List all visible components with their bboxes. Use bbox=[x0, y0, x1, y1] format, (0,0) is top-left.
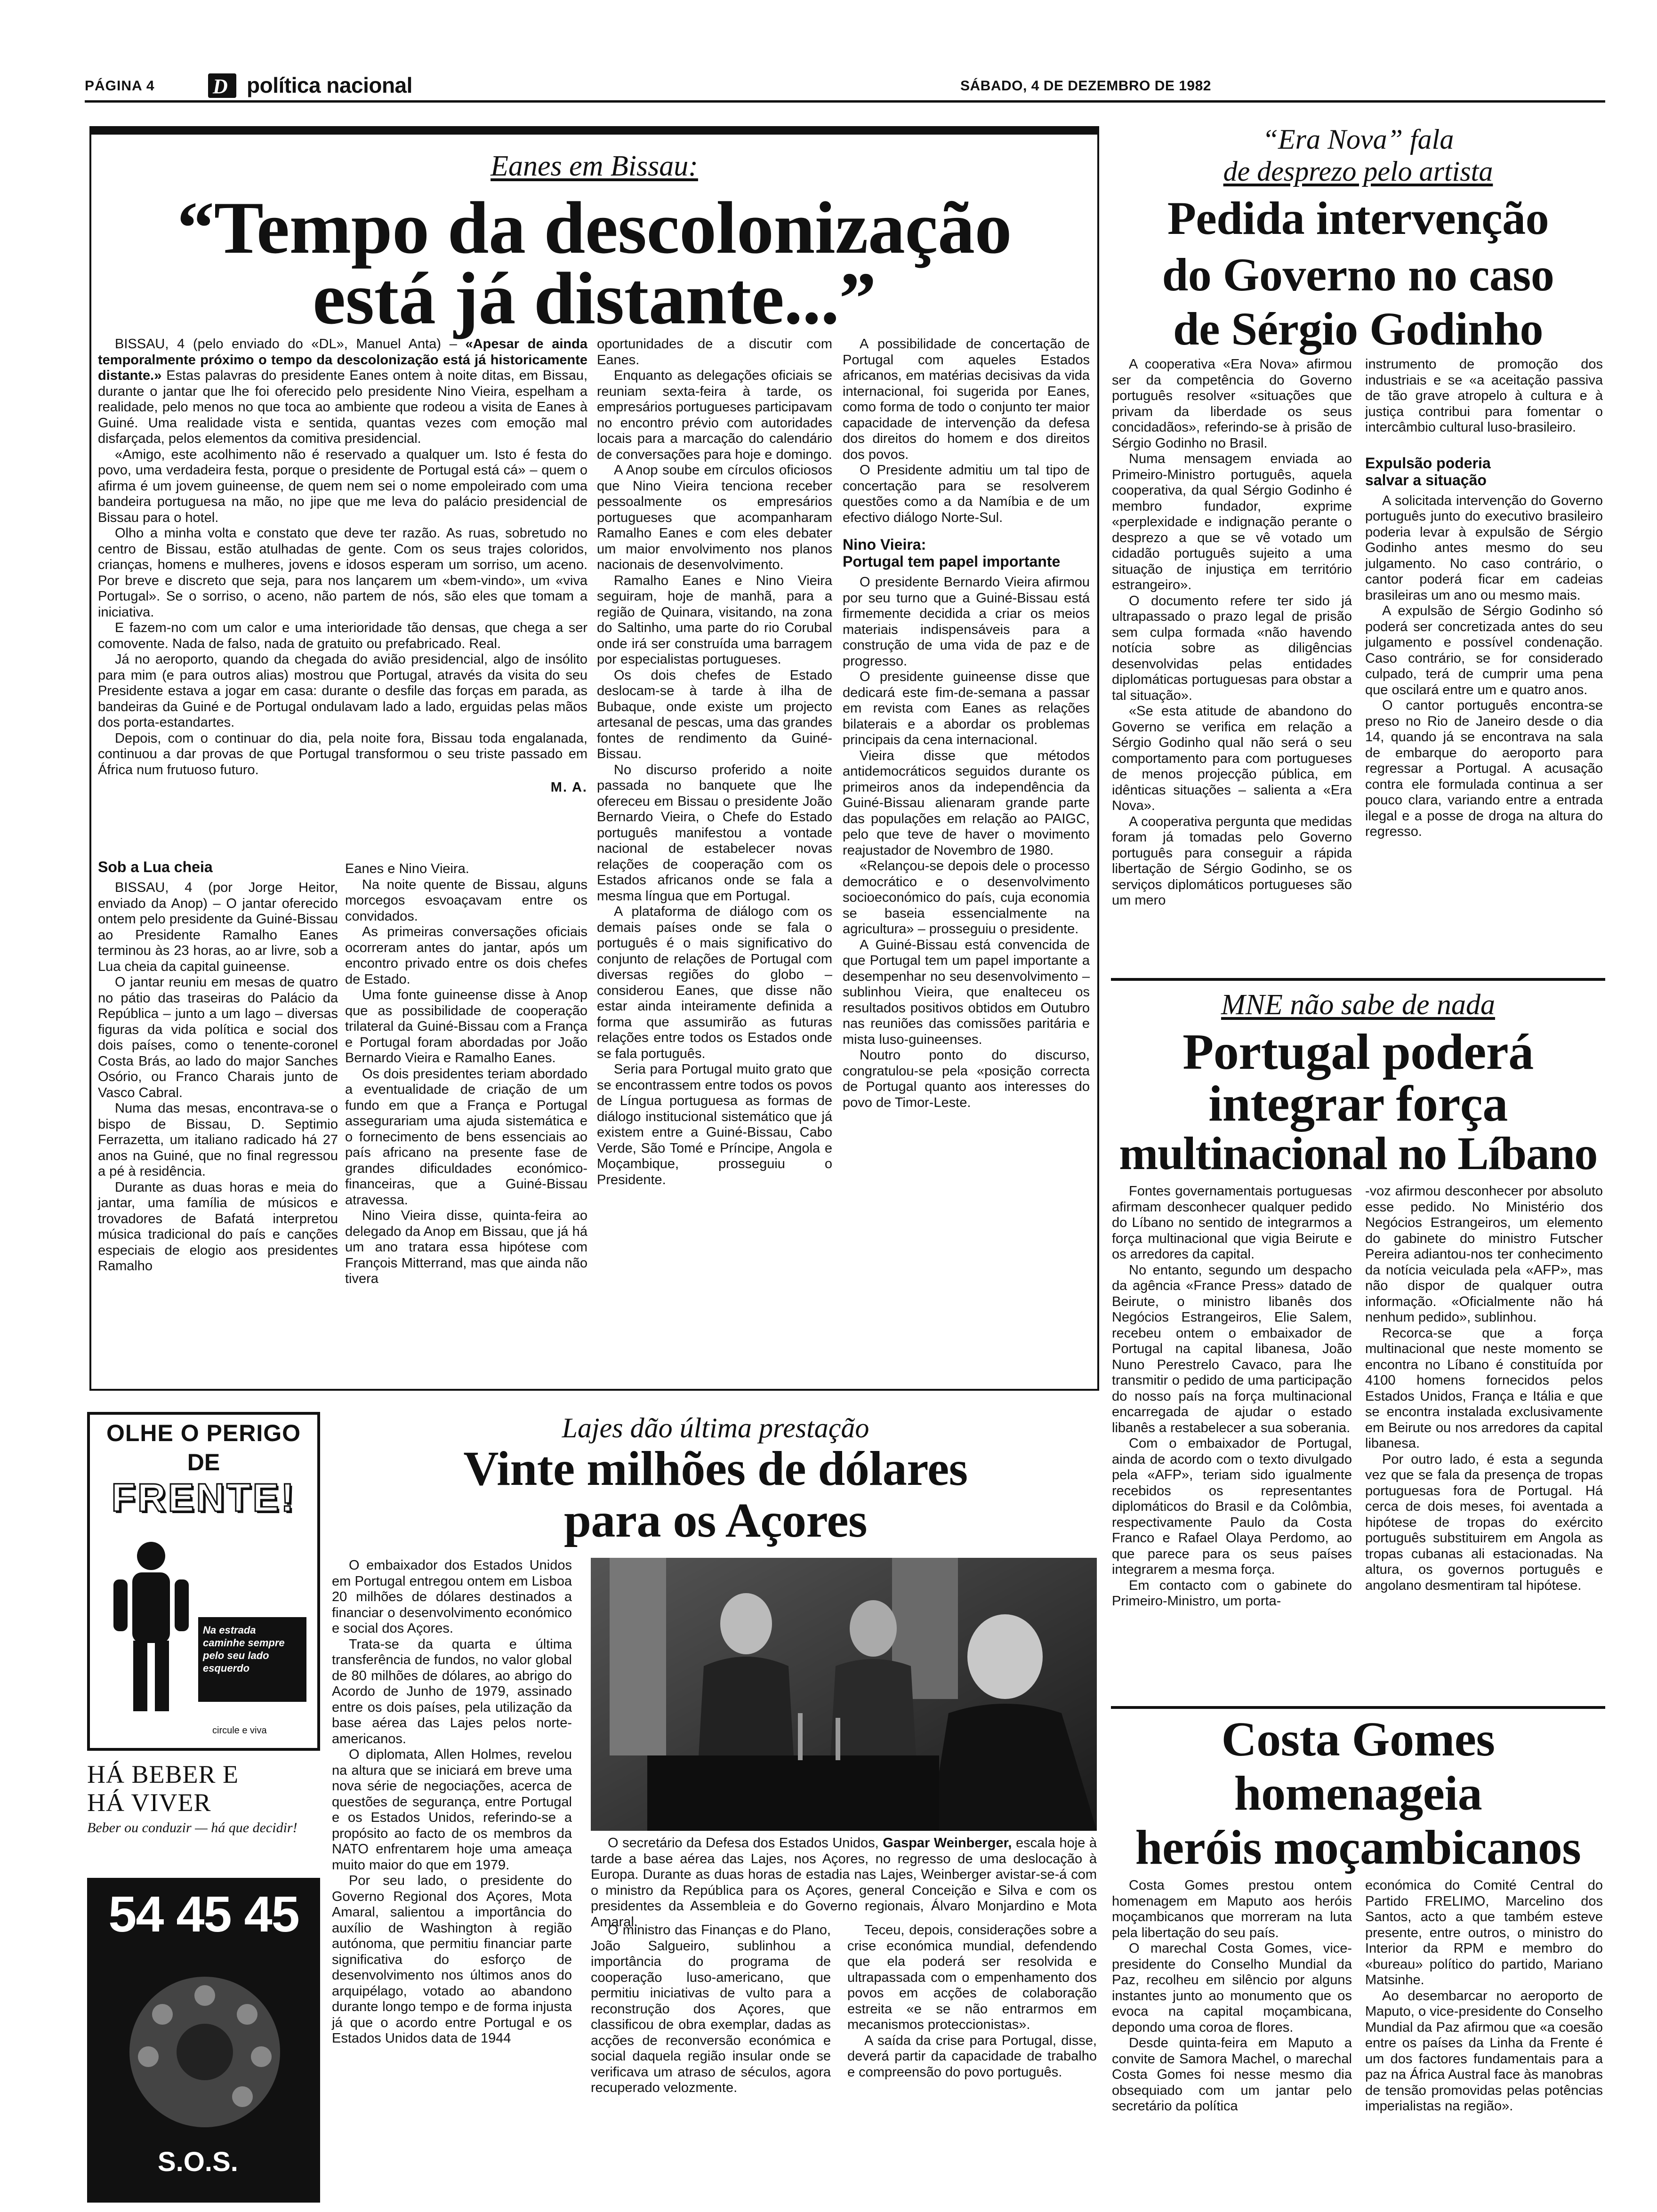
drink-ad-line-1: HÁ BEBER E bbox=[87, 1760, 239, 1788]
lajes-column-1 bbox=[332, 1558, 572, 2207]
photo-caption-text: O secretário da Defesa dos Estados Unidos, Gaspar Weinberger, escala hoje à tarde a base aérea das Lajes, nos Açores, no regresso de uma deslocação à Europa. Durante as duas horas de estadia nas Lajes, Weinberger avistar-se-á com o ministro da República para os Açores, general Conceição e Silva e com os presidentes da Assembleia e do Governo regionais, Álvaro Monjardino e Mota Amaral. bbox=[591, 1835, 1097, 1930]
eanes-column-3 bbox=[843, 337, 1090, 1384]
godinho-paragraph: «Se esta atitude de abandono do Governo se verifica em relação a Sérgio Godinho qual não será o seu comportamento para com portugueses de menos projecção pública, em idênticas situações – salienta a «Era Nova». bbox=[1112, 704, 1352, 813]
eanes-paragraph: Os dois chefes de Estado deslocam-se à tarde à ilha de Bubaque, onde existe um projecto artesanal de pescas, uma das grandes fontes de rendimento da Guiné-Bissau. bbox=[597, 667, 832, 761]
godinho-kicker-1: “Era Nova” fala bbox=[1262, 124, 1454, 155]
sos-ad bbox=[87, 1878, 320, 2203]
lua-paragraph: Uma fonte guineense disse à Anop que as possibilidade de cooperação trilateral da Guiné-Bissau com a França e Portugal foram abordadas por João Bernardo Vieira e Ramalho Eanes. bbox=[345, 987, 587, 1066]
godinho-paragraph: A cooperativa «Era Nova» afirmou ser da competência do Governo português resolver «situações que privam da liberdade os seus concidadãos», referindo-se à prisão de Sérgio Godinho no Brasil. bbox=[1112, 357, 1352, 451]
press-conference-image bbox=[591, 1558, 1097, 1831]
eanes-paragraph: Enquanto as delegações oficiais se reuniam sexta-feira à tarde, os empresários portugueses participavam no encontro prévio com autoridades locais para a marcação do calendário de conversações para hoje e domingo. bbox=[597, 368, 832, 462]
libano-paragraph: Fontes governamentais portuguesas afirmam desconhecer qualquer pedido do Líbano no sentido de integrarmos a força multinacional que vigia Beirute e os arredores da capital. bbox=[1112, 1184, 1352, 1262]
eanes-paragraph: O presidente guineense disse que dedicará este fim-de-semana a passar em revista com Eanes as relações bilaterais e a abordar os problemas principais da cena internacional. bbox=[843, 669, 1090, 747]
libano-headline-2: integrar força bbox=[1208, 1076, 1508, 1132]
costa-headline-2: homenageia bbox=[1234, 1766, 1482, 1820]
libano-paragraph: -voz afirmou desconhecer por absoluto esse pedido. No Ministério dos Negócios Estrangeiros, um elemento do gabinete do ministro Futscher Pereira adiantou-nos ter conhecimento da notícia veiculada pela «AFP», mas não dispor de qualquer outra informação. «Oficialmente não há nenhum pedido», sublinhou. bbox=[1365, 1184, 1603, 1325]
eanes-paragraph: Já no aeroporto, quando da chegada do avião presidencial, algo de insólito para mim (e para outros alias) mostrou que Portugal, através da visita do seu Presidente estava a jogar em casa: durante o desfile das forças em parada, as bandeiras da Guiné e de Portugal ondulavam lado a lado, erguidas pelas mãos dos porta-estandartes. bbox=[98, 652, 587, 730]
masthead-rule bbox=[85, 100, 1605, 103]
lajes-paragraph: Trata-se da quarta e última transferência de fundos, no valor global de 80 milhões de dólares, ao abrigo do Acordo de Junho de 1979, assinado entre os dois países, pela utilização da base aérea das Lajes pelos norte-americanos. bbox=[332, 1636, 572, 1747]
drinking-ad bbox=[87, 1760, 320, 1873]
eanes-paragraph: Depois, com o continuar do dia, pela noite fora, Bissau toda engalanada, continuou a dar provas de que Portugal transformou o seu triste passado em África num frutuoso futuro. bbox=[98, 730, 587, 777]
costa-column-2 bbox=[1365, 1878, 1603, 2207]
eanes-subheading: Nino Vieira: Portugal tem papel importante bbox=[843, 536, 1061, 570]
godinho-subheading: Expulsão poderia salvar a situação bbox=[1365, 454, 1491, 489]
lajes-paragraph: Por seu lado, o presidente do Governo Regional dos Açores, Mota Amaral, salientou a importância do auxílio de Washington à região autónoma, que permitiu financiar parte significativa do esforço de desenvolvimento nos últimos anos do arquipélago, votado ao abandono durante longo tempo e de forma injusta já que o acordo entre Portugal e os Estados Unidos data de 1944 bbox=[332, 1873, 572, 2046]
eanes-paragraph: A possibilidade de concertação de Portugal com aqueles Estados africanos, em matérias decisivas da vida internacional, foi sugerida por Eanes, como forma de todo o conjunto ter maior capacidade de intervenção da defesa dos direitos do homem e dos direitos dos povos. bbox=[843, 337, 1090, 462]
lajes-paragraph: O embaixador dos Estados Unidos em Portugal entregou ontem em Lisboa 20 milhões de dólares destinados a financiar o desenvolvimento económico e social dos Açores. bbox=[332, 1558, 572, 1636]
godinho-headline-2: do Governo no caso bbox=[1162, 248, 1554, 301]
ad-footer: circule e viva bbox=[212, 1725, 267, 1736]
eanes-paragraph: O Presidente admitiu um tal tipo de concertação para se resolverem questões como a da Namíbia e de um efectivo diálogo Norte-Sul. bbox=[843, 463, 1090, 525]
lua-paragraph: O jantar reuniu em mesas de quatro no pátio das traseiras do Palácio da República – junto a um lago – diversas figuras da vida política e social dos dois países, como o tenente-coronel Costa Brás, ao lado do major Sanches Osório, ou Franco Charais junto de Vasco Cabral. bbox=[98, 975, 338, 1100]
libano-bottom-rule bbox=[1111, 1706, 1605, 1709]
eanes-paragraph: Noutro ponto do discurso, congratulou-se pela «posição correcta de Portugal quanto aos interesses do povo de Timor-Leste. bbox=[843, 1048, 1090, 1110]
godinho-paragraph: O documento refere ter sido já ultrapassado o prazo legal de prisão sem culpa formada «não havendo notícia sobre as diligências desenvolvidas pelas entidades diplomáticas portuguesas para obstar a tal situação». bbox=[1112, 593, 1352, 703]
libano-paragraph: Com o embaixador de Portugal, ainda de acordo com o texto divulgado pela «AFP», teriam sido igualmente recebidos os representantes diplomáticos do Brasil e da Colômbia, respectivamente Paulo da Costa Franco e Rafael Olaya Perdomo, ao que parece para os seus países integrarem a mesma força. bbox=[1112, 1436, 1352, 1577]
lua-paragraph: Durante as duas horas e meia do jantar, uma família de músicos e trovadores de Bafatá interpretou música tradicional do país e canções especiais de elogio aos presidentes Ramalho bbox=[98, 1179, 338, 1274]
costa-paragraph: Costa Gomes prestou ontem homenagem em Maputo aos heróis moçambicanos que morreram na luta pela libertação do seu país. bbox=[1112, 1878, 1352, 1940]
eanes-paragraph: A Guiné-Bissau está convencida de que Portugal tem um papel importante a desempenhar no seu desenvolvimento – sublinhou Vieira, que enalteceu os resultados positivos obtidos em Outubro nas reuniões das comissões paritária e mista luso-guineenses. bbox=[843, 937, 1090, 1047]
lajes-column-2 bbox=[591, 1923, 831, 2207]
eanes-paragraph: Vieira disse que métodos antidemocráticos seguidos durante os primeiros anos da independência da Guiné-Bissau alienaram grande parte das populações em relação ao PAIGC, pelo que teve de haver o movimento reajustador de Novembro de 1980. bbox=[843, 748, 1090, 858]
lajes-paragraph: Teceu, depois, considerações sobre a crise económica mundial, defendendo que ela poderá ser resolvida e ultrapassada com o empenhamento dos povos em acções de colaboração estreita «e se não entrarmos em mecanismos proteccionistas». bbox=[847, 1923, 1097, 2032]
eanes-lead-paragraph: BISSAU, 4 (pelo enviado do «DL», Manuel Anta) – «Apesar de ainda temporalmente próximo o tempo da descolonização está já historicamente distante.» Estas palavras do presidente Eanes ontem à noite ditas, em Bissau, durante o jantar que lhe foi oferecido pelo presidente Nino Vieira, espelham a realidade, pelo menos no que toca ao ambiente que rodeou a visita de Eanes à Guiné. Uma realidade vista e sentida, quantas vezes com emoção mal disfarçada, pelos elementos da comitiva presidencial. bbox=[98, 337, 587, 446]
godinho-column-2 bbox=[1365, 357, 1603, 971]
ad-line-3: FRENTE! bbox=[111, 1475, 296, 1520]
ad-note-line: Na estrada bbox=[203, 1624, 256, 1636]
drink-ad-line-2: HÁ VIVER bbox=[87, 1788, 211, 1817]
costa-paragraph: O marechal Costa Gomes, vice-presidente do Conselho Mundial da Paz, recolheu em silêncio por alguns instantes junto ao monumento que os evoca na capital moçambicana, depondo uma coroa de flores. bbox=[1112, 1941, 1352, 2035]
sos-number: 54 45 45 bbox=[108, 1885, 299, 1942]
eanes-headline-1: “Tempo da descolonização bbox=[177, 187, 1012, 269]
godinho-paragraph: A solicitada intervenção do Governo português junto do executivo brasileiro poderia levar à expulsão de Sérgio Godinho antes mesmo do seu julgamento. No caso contrário, o cantor poderá ficar em cadeias brasileiras um ano ou mesmo mais. bbox=[1365, 493, 1603, 603]
godinho-paragraph: Numa mensagem enviada ao Primeiro-Ministro português, aquela cooperativa, da qual Sérgio Godinho é membro fundador, exprime «perplexidade e indignação perante o desprezo a que se vê votado um cidadão português sujeito a uma situação de injustiça em território estrangeiro». bbox=[1112, 451, 1352, 593]
lajes-kicker: Lajes dão última prestação bbox=[562, 1412, 869, 1443]
godinho-bottom-rule bbox=[1111, 978, 1605, 981]
godinho-paragraph: O cantor português encontra-se preso no Rio de Janeiro desde o dia 14, quando já se encontrava na sala de embarque do aeroporto para regressar a Portugal. A acusação contra ele formulada continua a ser pouco clara, variando entre a entrada ilegal e a posse de droga na altura do regresso. bbox=[1365, 698, 1603, 839]
ad-line-1: OLHE O PERIGO bbox=[106, 1420, 301, 1446]
eanes-paragraph: oportunidades de a discutir com Eanes. bbox=[597, 337, 832, 368]
eanes-paragraph: Olho a minha volta e constato que deve ter razão. As ruas, sobretudo no centro de Bissau, estão atulhadas de gente. Com os seus trajes coloridos, crianças, homens e mulheres, jovens e idosos esperam um sorriso, um aceno. Por breve e discreto que seja, para nos lançarem um «bem-vindo», um «viva Portugal». Se o sorriso, o aceno, não partem de nós, são eles que tomam a iniciativa. bbox=[98, 526, 587, 620]
eanes-paragraph: E fazem-no com um calor e uma interioridade tão densas, que chega a ser comovente. Nada de falso, nada de gratuito ou prefabricado. Real. bbox=[98, 620, 587, 651]
eanes-paragraph: «Amigo, este acolhimento não é reservado a qualquer um. Isto é festa do povo, uma verdadeira festa, porque o presidente de Portugal está cá» – quem o afirma é um jovem guineense, de quem nem sei o nome empoleirado com uma bandeira portuguesa na mão, no jipe que me leva do palácio presidencial de Bissau para o hotel. bbox=[98, 447, 587, 525]
lajes-headline-2: para os Açores bbox=[564, 1493, 867, 1547]
telephone-icon bbox=[115, 1963, 294, 2141]
libano-column-1 bbox=[1112, 1184, 1352, 1718]
costa-paragraph: económica do Comité Central do Partido FRELIMO, Marcelino dos Santos, acto a que também esteve presente, entre outros, o ministro do Interior da RPM e membro do «bureau» político do partido, Mariano Matsinhe. bbox=[1365, 1878, 1603, 1988]
libano-kicker: MNE não sabe de nada bbox=[1221, 989, 1496, 1021]
eanes-paragraph: No discurso proferido a noite passada no banquete que lhe ofereceu em Bissau o presidente João Bernardo Vieira, o Chefe do Estado português manifestou a vontade nacional de estabelecer novas relações de cooperação com os Estados africanos onde se fala a mesma língua que em Portugal. bbox=[597, 762, 832, 904]
godinho-column-1 bbox=[1112, 357, 1352, 971]
costa-paragraph: Desde quinta-feira em Maputo a convite de Samora Machel, o marechal Costa Gomes foi nesse mesmo dia obsequiado com um jantar pelo secretário da política bbox=[1112, 2036, 1352, 2114]
pedestrian-icon bbox=[104, 1537, 198, 1725]
photo-caption bbox=[591, 1835, 1097, 1930]
eanes-paragraph: Ramalho Eanes e Nino Vieira seguiram, hoje de manhã, para a região de Quinara, visitando, na zona do Saltinho, uma parte do rio Corubal onde irá ser construída uma barragem por especialistas portugueses. bbox=[597, 573, 832, 667]
sos-label: S.O.S. bbox=[158, 2147, 238, 2177]
libano-headline-1: Portugal poderá bbox=[1182, 1024, 1534, 1080]
section-title: política nacional bbox=[247, 73, 412, 97]
godinho-paragraph: A cooperativa pergunta que medidas foram já tomadas pelo Governo português para conseguir a rápida libertação de Sérgio Godinho, se os serviços diplomáticos portugueses são um mero bbox=[1112, 814, 1352, 908]
page-number: PÁGINA 4 bbox=[85, 78, 155, 94]
eanes-lead-column bbox=[98, 337, 587, 835]
costa-column-1 bbox=[1112, 1878, 1352, 2207]
eanes-signature: M. A. bbox=[550, 780, 587, 795]
godinho-kicker-2: de desprezo pelo artista bbox=[1223, 156, 1493, 187]
costa-paragraph: Ao desembarcar no aeroporto de Maputo, o vice-presidente do Conselho Mundial da Paz afirmou que «a coesão entre os países da Linha da Frente é um dos factores fundamentais para a paz na África Austral face às manobras de tensão promovidas pelas potências imperialistas na região». bbox=[1365, 1988, 1603, 2114]
godinho-paragraph: A expulsão de Sérgio Godinho só poderá ser concretizada antes do seu julgamento e possível condenação. Caso contrário, se for considerado culpado, terá de cumprir uma pena que oscilará entre um e quatro anos. bbox=[1365, 603, 1603, 697]
libano-paragraph: Recorca-se que a força multinacional que neste momento se encontra no Líbano é constituída por 4100 homens fornecidos pelos Estados Unidos, França e Itália e que se encontra instalada exclusivamente em Beirute ou nos arredores da capital libanesa. bbox=[1365, 1325, 1603, 1451]
ad-note-line: caminhe sempre bbox=[203, 1637, 285, 1649]
eanes-paragraph: Seria para Portugal muito grato que se encontrassem entre todos os povos de Língua portuguesa as formas de diálogo institucional sistemático que já existem entre a Guiné-Bissau, Cabo Verde, São Tomé e Príncipe, Angola e Moçambique, prosseguiu o Presidente. bbox=[597, 1062, 832, 1187]
issue-date: SÁBADO, 4 DE DEZEMBRO DE 1982 bbox=[960, 78, 1211, 94]
godinho-headline-3: de Sérgio Godinho bbox=[1173, 303, 1544, 355]
lua-paragraph: Numa das mesas, encontrava-se o bispo de Bissau, D. Septimio Ferrazetta, um italiano radicado há 27 anos na Guiné, que no final regressou a pé à residência. bbox=[98, 1101, 338, 1179]
lajes-paragraph: O diplomata, Allen Holmes, revelou na altura que se iniciará em breve uma nova série de negociações, acerca de questões de segurança, entre Portugal e os Estados Unidos, referindo-se a propósito ao facto de os membros da NATO enfrentarem hoje uma ameaça muito maior do que em 1979. bbox=[332, 1747, 572, 1873]
ad-note-box bbox=[198, 1617, 306, 1702]
godinho-headline-1: Pedida intervenção bbox=[1167, 192, 1549, 244]
godinho-paragraph: instrumento de promoção dos industriais e se «a aceitação passiva de tão grave atropelo à cultura e à justiça contribui para fomentar o intercâmbio cultural luso-brasileiro. bbox=[1365, 357, 1603, 435]
lua-paragraph: As primeiras conversações oficiais ocorreram antes do jantar, após um encontro privado entre os dois chefes de Estado. bbox=[345, 924, 587, 987]
lua-paragraph: Nino Vieira disse, quinta-feira ao delegado da Anop em Bissau, que já há um ano tratara essa hipótese com François Mitterrand, mas que ainda não tivera bbox=[345, 1208, 587, 1286]
eanes-kicker: Eanes em Bissau: bbox=[491, 150, 698, 182]
lua-paragraph: Eanes e Nino Vieira. bbox=[345, 861, 469, 876]
costa-headline-1: Costa Gomes bbox=[1221, 1712, 1495, 1766]
ad-note-line: esquerdo bbox=[203, 1662, 250, 1674]
lua-column-1 bbox=[98, 857, 338, 1384]
road-safety-ad bbox=[87, 1412, 320, 1751]
ad-line-2: DE bbox=[187, 1449, 220, 1475]
lua-paragraph: Na noite quente de Bissau, alguns morcegos esvoaçavam entre os convidados. bbox=[345, 877, 587, 924]
lajes-headline-1: Vinte milhões de dólares bbox=[463, 1442, 968, 1496]
lua-paragraph: BISSAU, 4 (por Jorge Heitor, enviado da Anop) – O jantar oferecido ontem pelo presidente da Guiné-Bissau ao Presidente Ramalho Eanes terminou às 23 horas, ao ar livre, sob a Lua cheia da capital guineense. bbox=[98, 880, 338, 974]
lua-subheading: Sob a Lua cheia bbox=[98, 858, 213, 875]
eanes-paragraph: O presidente Bernardo Vieira afirmou por seu turno que a Guiné-Bissau está firmemente decidida a criar os meios materiais indispensáveis para a construção de uma vida de paz e de progresso. bbox=[843, 575, 1090, 669]
eanes-column-2 bbox=[597, 337, 832, 1384]
lua-column-2 bbox=[345, 861, 587, 1384]
lajes-paragraph: A saída da crise para Portugal, disse, deverá partir da capacidade de trabalho e compreensão do povo português. bbox=[847, 2033, 1097, 2080]
lajes-paragraph: O ministro das Finanças e do Plano, João Salgueiro, sublinhou a importância do programa de cooperação luso-americano, que permitiu iniciativas de vulto para a reconstrução dos Açores, que classificou de obra exemplar, dadas as acções de reconversão económica e social daquela região insular onde se verificava um atraso de séculos, agora recuperado velozmente. bbox=[591, 1923, 831, 2095]
weinberger-photo bbox=[591, 1558, 1097, 1831]
libano-column-2 bbox=[1365, 1184, 1603, 1718]
eanes-headline-2: está já distante...” bbox=[313, 257, 876, 340]
costa-headline-3: heróis moçambicanos bbox=[1135, 1820, 1581, 1875]
newspaper-logo-icon: D bbox=[208, 73, 236, 98]
libano-headline-3: multinacional no Líbano bbox=[1119, 1127, 1597, 1179]
eanes-paragraph: «Relançou-se depois dele o processo democrático e o desenvolvimento socioeconómico do país, cuja economia se baseia essencialmente na agricultura» – prosseguiu o presidente. bbox=[843, 858, 1090, 937]
eanes-paragraph: A plataforma de diálogo com os demais países onde se fala o português é o mais significativo do conjunto de relações de Portugal com diversas regiões do globo – considerou Eanes, que disse não estar ainda inteiramente definida a forma que assumirão as futuras relações entre todos os Estados onde se fala português. bbox=[597, 904, 832, 1061]
lua-paragraph: Os dois presidentes teriam abordado a eventualidade de criação de um fundo em que a França e Portugal assegurariam uma ajuda sistemática e o fornecimento de bens essenciais ao país africano na presente fase de grandes dificuldades económico-financeiras, que a Guiné-Bissau atravessa. bbox=[345, 1066, 587, 1208]
eanes-paragraph: A Anop soube em círculos oficiosos que Nino Vieira tenciona receber pessoalmente os empresários portugueses que acompanharam Ramalho Eanes e com eles debater um maior envolvimento nos planos nacionais de desenvolvimento. bbox=[597, 463, 832, 572]
lajes-column-3 bbox=[847, 1923, 1097, 2207]
masthead bbox=[85, 71, 1605, 100]
libano-paragraph: No entanto, segundo um despacho da agência «France Press» datado de Beirute, o ministro libanês dos Negócios Estrangeiros, Elie Salem, recebeu ontem o embaixador de Portugal na capital libanesa, João Nuno Perestrelo Cavaco, para lhe transmitir o pedido de uma participação do nosso país na força multinacional encarregada de ajudar o estado libanês a restabelecer a sua soberania. bbox=[1112, 1262, 1352, 1435]
ad-note-line: pelo seu lado bbox=[203, 1650, 269, 1661]
drink-ad-small: Beber ou conduzir — há que decidir! bbox=[87, 1820, 298, 1835]
libano-paragraph: Em contacto com o gabinete do Primeiro-Ministro, um porta- bbox=[1112, 1578, 1352, 1609]
libano-paragraph: Por outro lado, é esta a segunda vez que se fala da presença de tropas portuguesas fora de Portugal. Há cerca de dois meses, foi aventada a hipótese de tropas do exército português substituirem em Angola as tropas cubanas ali estacionadas. Na altura, os governos português e angolano desmentiram tal hipótese. bbox=[1365, 1451, 1603, 1593]
